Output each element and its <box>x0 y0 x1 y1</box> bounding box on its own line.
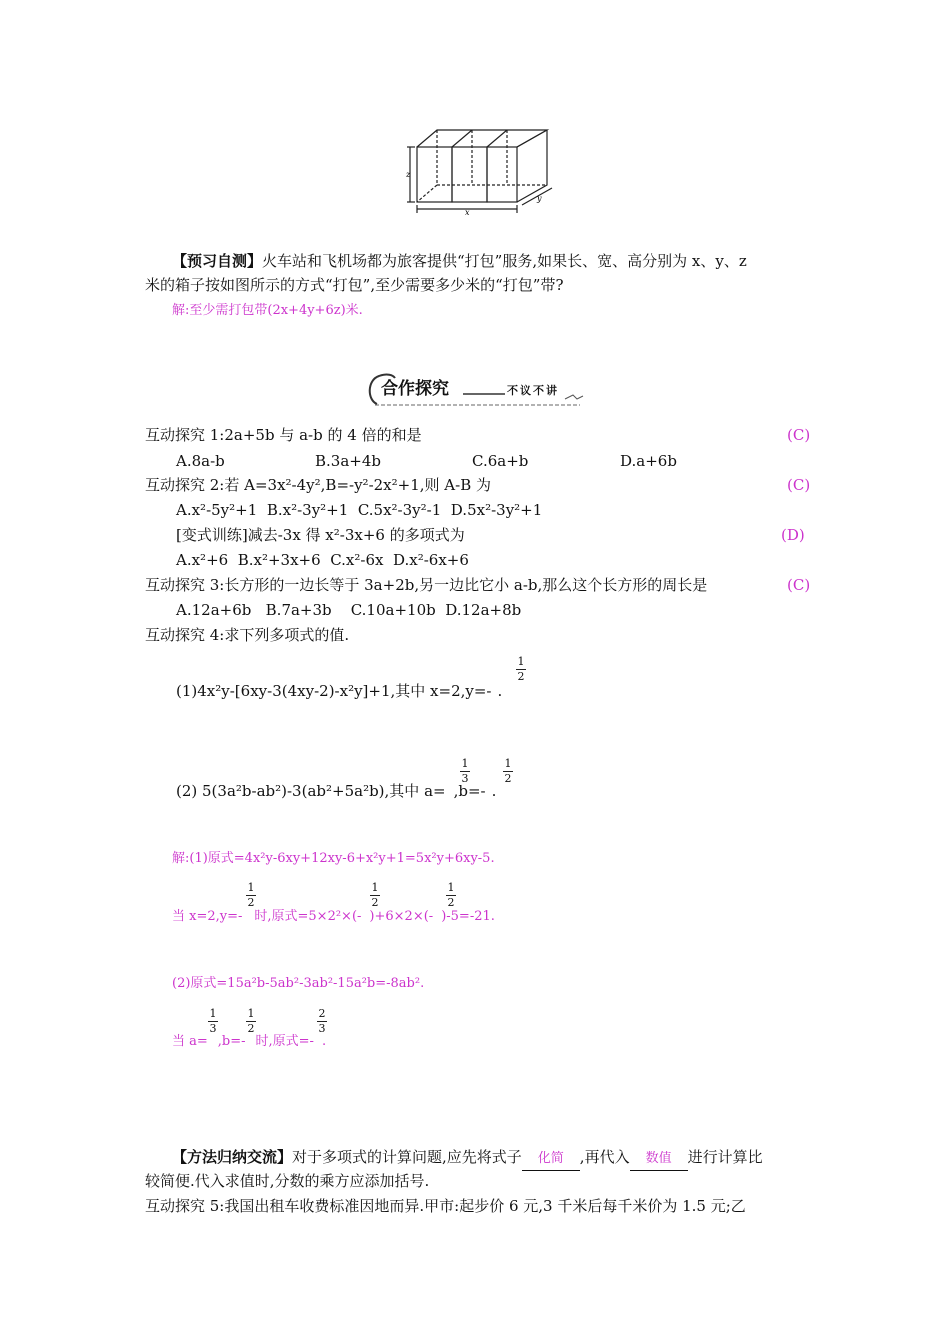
method-text-1: 对于多项式的计算问题,应先将式子 <box>292 1148 522 1166</box>
q4-part-1-dot: . <box>497 682 503 700</box>
fraction-numerator: 1 <box>461 757 469 770</box>
q4-part-2 <box>176 780 496 802</box>
fraction-numerator: 1 <box>247 1007 255 1020</box>
fraction-numerator: 1 <box>371 881 379 894</box>
fraction-numerator: 1 <box>517 655 525 668</box>
label-z: z <box>406 170 411 179</box>
fraction-denominator: 3 <box>461 772 469 785</box>
q1-option-d: D.a+6b <box>620 452 677 470</box>
solution-line-2 <box>172 908 495 926</box>
fraction <box>370 882 380 909</box>
preview-text-2: 米的箱子按如图所示的方式“打包”,至少需要多少米的“打包”带? <box>145 276 564 294</box>
banner-subtitle: 不议不讲 <box>507 384 559 397</box>
solution-line-2b: 时,原式=5×2²×(- <box>254 909 362 924</box>
fraction-numerator: 2 <box>318 1007 326 1020</box>
q5-stem: 互动探究 5:我国出租车收费标准因地而异.甲市:起步价 6 元,3 千米后每千米价为 1.5 元;乙 <box>145 1197 746 1215</box>
method-line-1 <box>172 1146 763 1171</box>
fraction <box>516 656 526 683</box>
q4-part-1 <box>176 680 502 702</box>
preview-tag: 【预习自测】 <box>172 252 263 270</box>
blank-value: 数值 <box>630 1148 688 1171</box>
method-text-4: 较简便.代入求值时,分数的乘方应添加括号. <box>145 1172 430 1190</box>
fraction-denominator: 2 <box>247 1022 255 1035</box>
fraction-denominator: 2 <box>447 896 455 909</box>
fraction-numerator: 1 <box>209 1007 217 1020</box>
box-figure <box>405 125 565 215</box>
fraction <box>446 882 456 909</box>
solution-line-4c: 时,原式=- <box>255 1034 314 1049</box>
solution-line-4a: 当 a= <box>172 1034 208 1049</box>
solution-line-2d: )-5=-21. <box>441 909 495 924</box>
solution-line-1: 解:(1)原式=4x²y-6xy+12xy-6+x²y+1=5x²y+6xy-5. <box>172 851 495 866</box>
preview-answer: 解:至少需打包带(2x+4y+6z)米. <box>172 303 363 318</box>
q1-option-a: A.8a-b <box>176 452 225 470</box>
fraction <box>246 882 256 909</box>
q1-stem: 互动探究 1:2a+5b 与 a-b 的 4 倍的和是 <box>145 426 422 444</box>
q4-part-2-b: ,b=- <box>453 782 486 800</box>
q3-options: A.12a+6b B.7a+3b C.10a+10b D.12a+8b <box>176 601 522 619</box>
solution-line-3: (2)原式=15a²b-5ab²-3ab²-15a²b=-8ab². <box>172 976 425 991</box>
variant-stem: [变式训练]减去-3x 得 x²-3x+6 的多项式为 <box>176 526 465 544</box>
solution-line-2c: )+6×2×(- <box>369 909 434 924</box>
q2-answer: (C) <box>787 476 811 494</box>
q3-stem: 互动探究 3:长方形的一边长等于 3a+2b,另一边比它小 a-b,那么这个长方形的周长是 <box>145 576 708 594</box>
fraction-denominator: 2 <box>371 896 379 909</box>
fraction <box>503 758 513 785</box>
fraction <box>460 758 470 785</box>
solution-line-2a: 当 x=2,y=- <box>172 909 243 924</box>
method-text-2: ,再代入 <box>579 1148 630 1166</box>
fraction-denominator: 2 <box>504 772 512 785</box>
q4-part-1-expr: (1)4x²y-[6xy-3(4xy-2)-x²y]+1,其中 x=2,y=- <box>176 682 492 700</box>
fraction-numerator: 1 <box>247 881 255 894</box>
banner-title: 合作探究 <box>381 379 449 399</box>
q2-options: A.x²-5y²+1 B.x²-3y²+1 C.5x²-3y²-1 D.5x²-3y²+1 <box>176 501 543 519</box>
solution-line-4 <box>172 1033 326 1051</box>
fraction <box>246 1008 256 1035</box>
q4-stem: 互动探究 4:求下列多项式的值. <box>145 626 350 644</box>
label-y: y <box>537 194 542 203</box>
q1-option-c: C.6a+b <box>472 452 529 470</box>
preview-line-1 <box>172 250 747 272</box>
method-text-3: 进行计算比 <box>687 1148 763 1166</box>
fraction-numerator: 1 <box>447 881 455 894</box>
solution-line-4b: ,b=- <box>217 1034 246 1049</box>
variant-options: A.x²+6 B.x²+3x+6 C.x²-6x D.x²-6x+6 <box>176 551 469 569</box>
preview-text-1: 火车站和飞机场都为旅客提供“打包”服务,如果长、宽、高分别为 x、y、z <box>262 252 747 270</box>
q4-part-2-expr: (2) 5(3a²b-ab²)-3(ab²+5a²b),其中 a= <box>176 782 446 800</box>
fraction-denominator: 2 <box>247 896 255 909</box>
q1-option-b: B.3a+4b <box>315 452 381 470</box>
q4-part-2-dot: . <box>491 782 497 800</box>
method-tag: 【方法归纳交流】 <box>172 1148 293 1166</box>
fraction-denominator: 3 <box>209 1022 217 1035</box>
label-x: x <box>465 208 470 215</box>
q1-answer: (C) <box>787 426 811 444</box>
fraction <box>317 1008 327 1035</box>
fraction-denominator: 2 <box>517 670 525 683</box>
fraction-numerator: 1 <box>504 757 512 770</box>
solution-line-4d: . <box>321 1034 327 1049</box>
variant-answer: (D) <box>781 526 805 544</box>
fraction <box>208 1008 218 1035</box>
blank-simplify: 化简 <box>522 1148 580 1171</box>
q3-answer: (C) <box>787 576 811 594</box>
q2-stem: 互动探究 2:若 A=3x²-4y²,B=-y²-2x²+1,则 A-B 为 <box>145 476 491 494</box>
fraction-denominator: 3 <box>318 1022 326 1035</box>
